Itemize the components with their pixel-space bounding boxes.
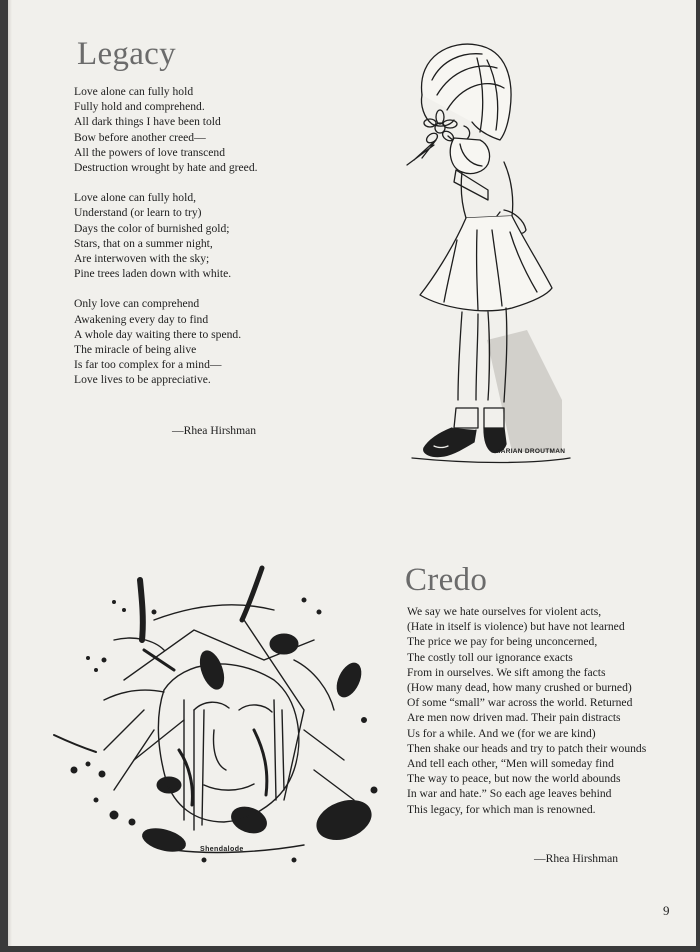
poem-line: Love lives to be appreciative. (74, 373, 211, 387)
stanza (74, 296, 258, 387)
poem-line: Are interwoven with the sky; (74, 252, 210, 266)
poem-line: In war and hate.” So each age leaves behind (407, 787, 612, 801)
poem-body-credo (407, 604, 646, 832)
poem-title-legacy: Legacy (77, 36, 176, 72)
poem-line: Are men now driven mad. Their pain distracts (407, 711, 621, 725)
poem-title-credo: Credo (405, 562, 488, 598)
poem-line: Pine trees laden down with white. (74, 267, 232, 281)
poem-line: Stars, that on a summer night, (74, 236, 213, 250)
stanza (74, 84, 258, 175)
poem-line: Us for a while. And we (for we are kind) (407, 726, 596, 740)
poem-line: All the powers of love transcend (74, 145, 225, 159)
poem-line: The way to peace, but now the world abounds (407, 772, 621, 786)
poem-body-legacy (74, 84, 258, 403)
poem-line: The miracle of being alive (74, 343, 197, 357)
poem-author-legacy: —Rhea Hirshman (172, 424, 257, 437)
poem-line: A whole day waiting there to spend. (74, 327, 242, 341)
poem-line: (How many dead, how many crushed or burned) (407, 681, 632, 695)
poem-line: Awakening every day to find (74, 312, 209, 326)
poem-line: Understand (or learn to try) (74, 206, 202, 220)
poem-line: We say we hate ourselves for violent acts, (407, 605, 602, 618)
poem-line: Of some “small” war across the world. Returned (407, 696, 633, 710)
page (8, 0, 696, 946)
poem-line: The price we pay for being unconcerned, (407, 635, 598, 649)
poem-line: (Hate in itself is violence) but have not learned (407, 620, 625, 634)
poem-line: Fully hold and comprehend. (74, 100, 205, 114)
poem-line: All dark things I have been told (74, 115, 221, 129)
poem-line: Only love can comprehend (74, 297, 200, 311)
poem-line: Love alone can fully hold (74, 85, 194, 98)
poem-line: Then shake our heads and try to patch their wounds (407, 741, 647, 755)
page-number: 9 (663, 903, 670, 918)
poem-line: The costly toll our ignorance exacts (407, 650, 573, 664)
illustration-signature-shendalode: Shendalode (200, 846, 244, 853)
poem-line: Days the color of burnished gold; (74, 221, 230, 235)
poem-line: Is far too complex for a mind— (74, 358, 222, 372)
poem-line: And tell each other, “Men will someday find (407, 757, 614, 771)
stanza (74, 190, 258, 281)
abstract-ink-illustration (44, 560, 384, 880)
illustration-signature-droutman: MARIAN DROUTMAN (495, 448, 566, 455)
binding-edge (8, 0, 12, 946)
poem-line: From in ourselves. We sift among the facts (407, 665, 606, 679)
poem-line: Destruction wrought by hate and greed. (74, 161, 258, 175)
poem-line: Bow before another creed— (74, 130, 206, 144)
girl-illustration (392, 40, 592, 480)
poem-author-credo: —Rhea Hirshman (534, 852, 619, 865)
poem-line: This legacy, for which man is renowned. (407, 802, 596, 816)
poem-line: Love alone can fully hold, (74, 191, 197, 205)
stanza (407, 604, 646, 817)
